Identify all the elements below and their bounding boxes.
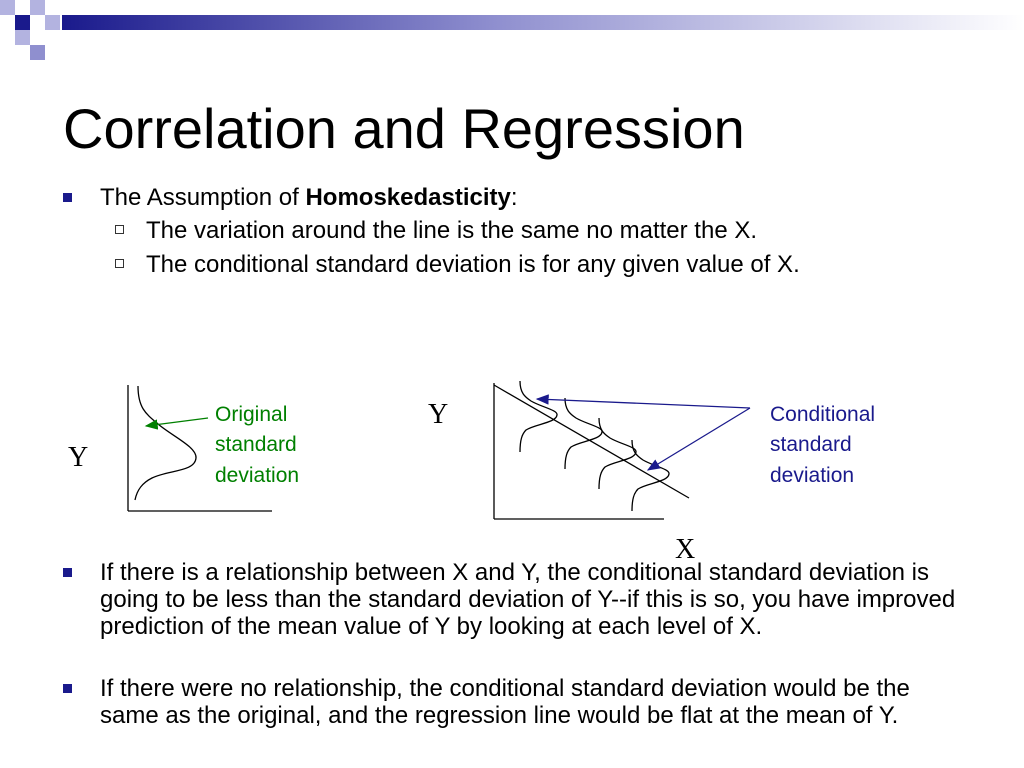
conditional-sd-label-line3: deviation bbox=[770, 464, 855, 487]
bullet-homoskedasticity bbox=[100, 184, 960, 211]
original-sd-label-line1: Original bbox=[215, 403, 288, 426]
slide-title: Correlation and Regression bbox=[63, 97, 745, 160]
subbullet-conditional: The conditional standard deviation is for any given value of X. bbox=[146, 251, 800, 278]
conditional-sd-label-line1: Conditional bbox=[770, 403, 876, 426]
original-sd-label-line2: standard bbox=[215, 433, 297, 456]
subbullet-variation: The variation around the line is the same no matter the X. bbox=[146, 217, 758, 244]
original-distribution-curve bbox=[135, 386, 196, 500]
slide-decoration bbox=[0, 0, 1024, 60]
conditional-distribution-curves bbox=[520, 381, 669, 511]
homoskedasticity-diagram bbox=[0, 360, 1024, 560]
right-x-label: X bbox=[675, 534, 696, 560]
bullet-suffix: : bbox=[510, 184, 518, 211]
conditional-sd-label-line2: standard bbox=[770, 433, 852, 456]
bullet-relationship: If there is a relationship between X and Y, the conditional standard deviation is going to be less than the standard deviation of Y--if this is so, you have improved prediction of the mean value of Y by looking at each level of X. bbox=[100, 559, 960, 640]
original-sd-label-line3: deviation bbox=[215, 464, 300, 487]
bullet-no-relationship: If there were no relationship, the conditional standard deviation would be the same as the original, and the regression line would be flat at the mean of Y. bbox=[100, 675, 960, 729]
bullet-bold-term: Homoskedasticity bbox=[305, 184, 511, 211]
left-y-label: Y bbox=[68, 442, 89, 473]
right-y-label: Y bbox=[428, 399, 449, 430]
conditional-sd-arrows bbox=[537, 399, 750, 470]
bullet-prefix: The Assumption of bbox=[100, 184, 306, 211]
